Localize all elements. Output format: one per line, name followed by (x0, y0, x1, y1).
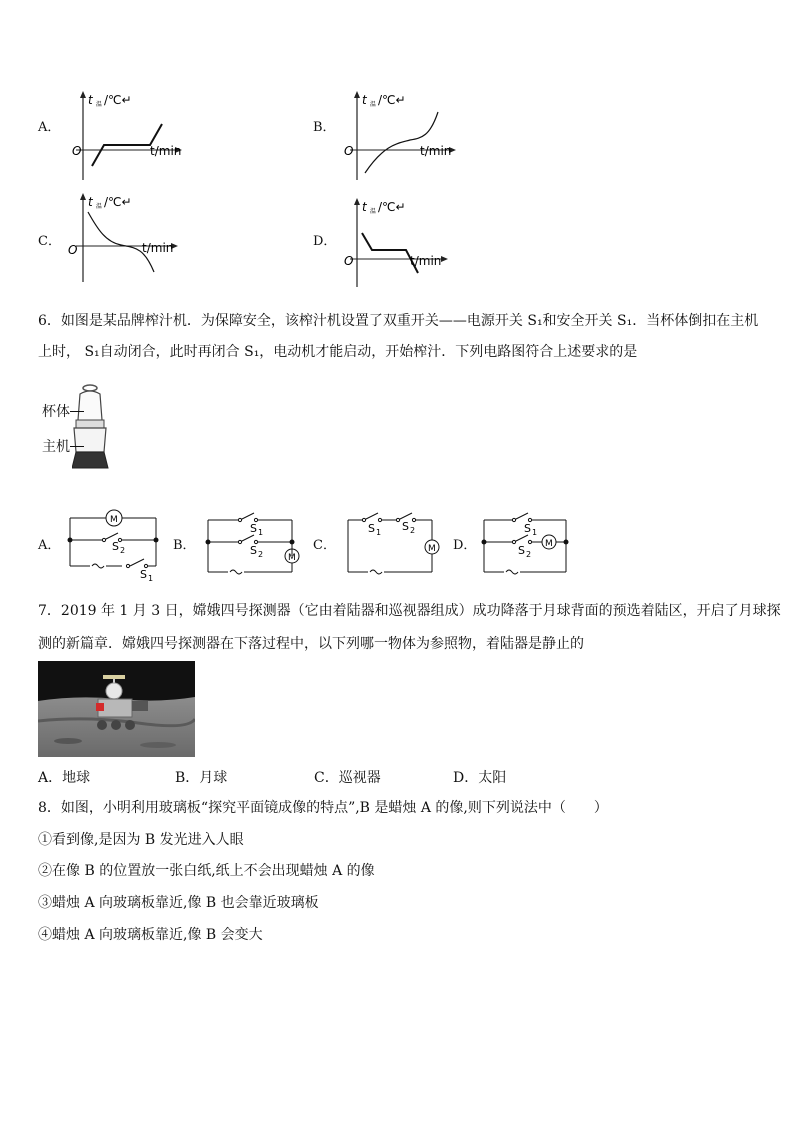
q8-item-1: ①看到像,是因为 B 发光进入人眼 (38, 832, 244, 848)
svg-text:2: 2 (120, 546, 126, 555)
option-letter: B． (313, 120, 336, 135)
svg-text:1: 1 (376, 528, 382, 537)
q8-item-4: ④蜡烛 A 向玻璃板靠近,像 B 会变大 (38, 927, 263, 943)
q7-option-d: D．太阳 (453, 770, 507, 786)
svg-text:t/min: t/min (410, 254, 442, 268)
graph-d (340, 195, 470, 290)
svg-text:/℃↵: /℃↵ (104, 93, 132, 107)
leader-line (70, 446, 84, 447)
option-letter: C． (38, 234, 61, 249)
svg-text:2: 2 (410, 526, 416, 535)
leader-line (70, 411, 84, 412)
svg-text:S: S (250, 522, 257, 535)
svg-text:O: O (68, 243, 78, 257)
motor-symbol: M (110, 515, 118, 525)
option-letter: D． (453, 538, 477, 553)
svg-text:S: S (518, 544, 525, 557)
circuit-b (200, 510, 312, 582)
svg-text:M: M (288, 553, 296, 563)
circuit-a (62, 504, 166, 586)
svg-text:S: S (112, 540, 119, 553)
svg-text:S: S (368, 522, 375, 535)
label-base: 主机 (42, 439, 70, 455)
svg-text:/℃↵: /℃↵ (378, 93, 406, 107)
q6-stem-line1: 6．如图是某品牌榨汁机．为保障安全，该榨汁机设置了双重开关——电源开关 S₁和安全开关 S₁．当杯体倒扣在主机 (38, 313, 759, 329)
y-axis-label: t (88, 93, 93, 107)
svg-text:2: 2 (258, 550, 264, 559)
svg-text:温: 温 (370, 208, 377, 215)
svg-text:S: S (140, 568, 147, 581)
q6-stem-line2: 上时， S₁自动闭合，此时再闭合 S₁，电动机才能启动，开始榨汁．下列电路图符合上述要求的是 (38, 344, 638, 360)
q8-item-3: ③蜡烛 A 向玻璃板靠近,像 B 也会靠近玻璃板 (38, 895, 319, 911)
q7-option-c: C．巡视器 (314, 770, 381, 786)
svg-text:温: 温 (96, 203, 103, 210)
svg-text:M: M (428, 544, 436, 554)
q7-option-a: A．地球 (38, 770, 91, 786)
svg-text:温: 温 (96, 101, 103, 108)
svg-text:M: M (545, 539, 553, 549)
svg-text:温: 温 (370, 101, 377, 108)
svg-text:S: S (524, 522, 531, 535)
circuit-c (340, 510, 440, 582)
svg-text:t/min: t/min (420, 144, 452, 158)
q7-stem-line1: 7．2019 年 1 月 3 日，嫦娥四号探测器（它由着陆器和巡视器组成）成功降落于月球背面的预选着陆区，开启了月球探 (38, 603, 781, 619)
svg-text:/℃↵: /℃↵ (104, 195, 132, 209)
svg-text:O: O (344, 144, 354, 158)
svg-text:2: 2 (526, 550, 532, 559)
svg-text:1: 1 (258, 528, 264, 537)
svg-text:t: t (88, 195, 93, 209)
origin-label: O (72, 144, 82, 158)
svg-text:O: O (344, 254, 354, 268)
svg-text:1: 1 (532, 528, 538, 537)
label-cup-body: 杯体 (42, 404, 70, 420)
option-letter: A． (38, 120, 61, 135)
svg-text:/℃↵: /℃↵ (378, 200, 406, 214)
option-letter: A． (38, 538, 61, 553)
graph-c (66, 190, 196, 285)
q7-stem-line2: 测的新篇章．嫦娥四号探测器在下落过程中，以下列哪一物体为参照物，着陆器是静止的 (38, 636, 584, 652)
svg-text:S: S (250, 544, 257, 557)
graph-a (66, 88, 196, 183)
q7-option-b: B．月球 (175, 770, 228, 786)
q8-item-2: ②在像 B 的位置放一张白纸,纸上不会出现蜡烛 A 的像 (38, 863, 375, 879)
lunar-lander-photo (38, 661, 195, 757)
option-letter: D． (313, 234, 337, 249)
svg-text:1: 1 (148, 574, 154, 583)
svg-text:S: S (402, 520, 409, 533)
option-letter: B． (173, 538, 196, 553)
svg-text:t/min: t/min (142, 241, 174, 255)
juicer-illustration (72, 380, 132, 480)
x-axis-label: t/min (150, 144, 182, 158)
q8-stem: 8．如图，小明利用玻璃板“探究平面镜成像的特点”,B 是蜡烛 A 的像,则下列说法中（ ） (38, 800, 608, 816)
svg-text:t: t (362, 200, 367, 214)
svg-text:t: t (362, 93, 367, 107)
circuit-d (476, 510, 576, 582)
option-letter: C． (313, 538, 336, 553)
graph-b (340, 88, 470, 183)
